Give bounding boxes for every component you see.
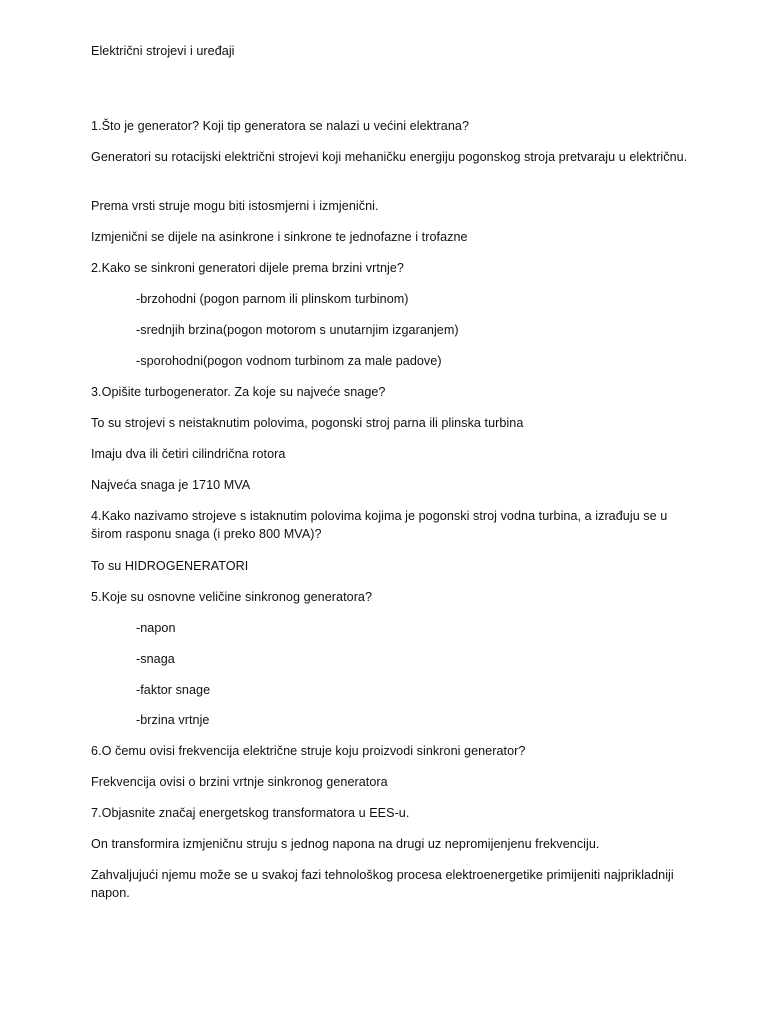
answer-paragraph: On transformira izmjeničnu struju s jednog napona na drugi uz nepromijenjenu frekvenciju. [91, 837, 600, 851]
question-7: 7.Objasnite značaj energetskog transformatora u EES-u. [91, 806, 410, 820]
answer-paragraph: Izmjenični se dijele na asinkrone i sinkrone te jednofazne i trofazne [91, 230, 468, 244]
list-item: -snaga [136, 652, 175, 666]
answer-paragraph: Zahvaljujući njemu može se u svakoj fazi tehnološkog procesa elektroenergetike primijeniti najprikladniji napon. [91, 868, 674, 900]
list-item: -napon [136, 621, 176, 635]
question-2: 2.Kako se sinkroni generatori dijele prema brzini vrtnje? [91, 261, 404, 275]
list-item: -faktor snage [136, 683, 211, 697]
answer-paragraph: Frekvencija ovisi o brzini vrtnje sinkronog generatora [91, 775, 388, 789]
question-6: 6.O čemu ovisi frekvencija električne struje koju proizvodi sinkroni generator? [91, 744, 526, 758]
question-4: 4.Kako nazivamo strojeve s istaknutim polovima kojima je pogonski stroj vodna turbina, a izrađuju se u širom rasponu snaga (i preko 800 MVA)? [91, 509, 668, 541]
answer-paragraph: To su strojevi s neistaknutim polovima, pogonski stroj parna ili plinska turbina [91, 416, 524, 430]
answer-paragraph: Prema vrsti struje mogu biti istosmjerni i izmjenični. [91, 199, 379, 213]
list-item: -srednjih brzina(pogon motorom s unutarnjim izgaranjem) [136, 323, 459, 337]
answer-paragraph: Najveća snaga je 1710 MVA [91, 478, 251, 492]
question-1: 1.Što je generator? Koji tip generatora se nalazi u većini elektrana? [91, 119, 469, 133]
answer-paragraph: Generatori su rotacijski električni strojevi koji mehaničku energiju pogonskog stroja pretvaraju u električnu. [91, 150, 688, 164]
answer-paragraph: To su HIDROGENERATORI [91, 559, 249, 573]
list-item: -brzohodni (pogon parnom ili plinskom turbinom) [136, 292, 409, 306]
list-item: -sporohodni(pogon vodnom turbinom za male padove) [136, 354, 442, 368]
question-3: 3.Opišite turbogenerator. Za koje su najveće snage? [91, 385, 386, 399]
question-5: 5.Koje su osnovne veličine sinkronog generatora? [91, 590, 373, 604]
answer-paragraph: Imaju dva ili četiri cilindrična rotora [91, 447, 286, 461]
list-item: -brzina vrtnje [136, 713, 210, 727]
document-title: Električni strojevi i uređaji [91, 44, 235, 58]
